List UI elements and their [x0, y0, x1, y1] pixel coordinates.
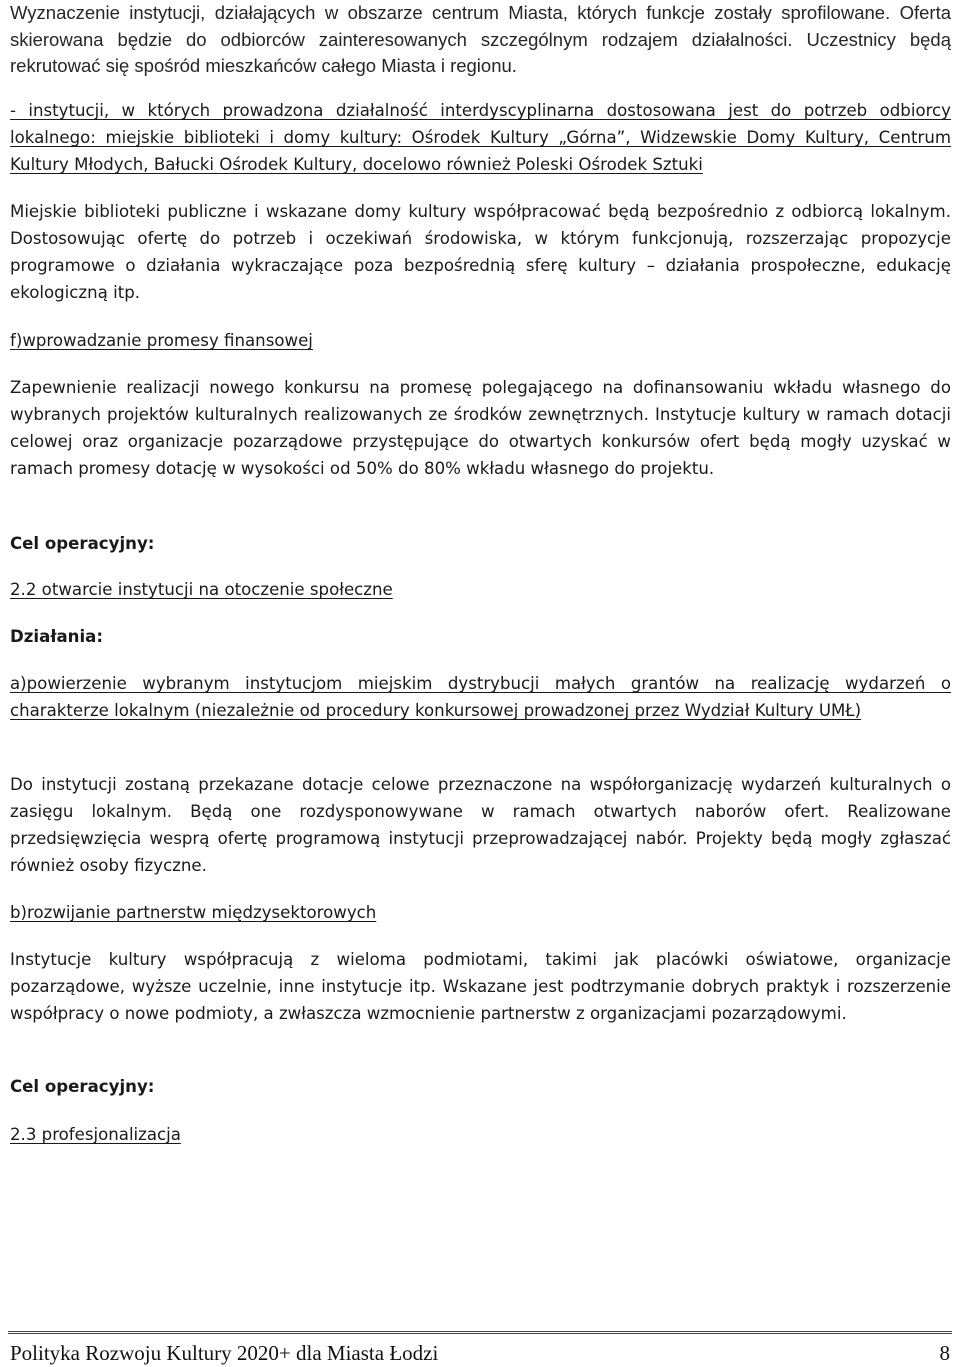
section-f-heading: f)wprowadzanie promesy finansowej — [10, 331, 313, 350]
action-b-paragraph: Instytucje kultury współpracują z wieloma podmiotami, takimi jak placówki oświatowe, organizacje pozarządowe, wyższe uczelnie, inne instytucje itp. Wskazane jest podtrzymanie dobrych praktyk i rozszerzenie współpracy o nowe podmioty, a zwłaszcza wzmocnienie partnerstw z organizacjami pozarządowymi. — [10, 950, 951, 1023]
footer-title: Polityka Rozwoju Kultury 2020+ dla Miasta Łodzi — [10, 1341, 439, 1365]
footer-divider — [8, 1331, 952, 1334]
libraries-paragraph: Miejskie biblioteki publiczne i wskazane domy kultury współpracować będą bezpośrednio z odbiorcą lokalnym. Dostosowując ofertę do potrzeb i oczekiwań środowiska, w którym funkcjonują, rozszerzając propozycje programowe o działania wykraczające poza bezpośrednią sferę kultury – działania prospołeczne, edukację ekologiczną itp. — [10, 202, 951, 302]
intro-paragraph: Wyznaczenie instytucji, działających w obszarze centrum Miasta, których funkcje zostały sprofilowane. Oferta skierowana będzie do odbiorców zainteresowanych szczególnym rodzajem działalności. Uczestnicy będą rekrutować się spośród mieszkańców całego Miasta i regionu. — [10, 2, 951, 76]
actions-label: Działania: — [10, 627, 104, 646]
action-a-paragraph: Do instytucji zostaną przekazane dotacje celowe przeznaczone na współorganizację wydarzeń kulturalnych o zasięgu lokalnym. Będą one rozdysponowywane w ramach otwartych naborów ofert. Realizowane przedsięwzięcia wesprą ofertę programową instytucji przeprowadzającej nabór. Projekty będą mogły zgłaszać również osoby fizyczne. — [10, 775, 951, 875]
action-a-heading: a)powierzenie wybranym instytucjom miejskim dystrybucji małych grantów na realizację wydarzeń o charakterze lokalnym (niezależnie od procedury konkursowej prowadzonej przez Wydział Kultury UMŁ) — [10, 674, 951, 720]
operational-goal-label-2: Cel operacyjny: — [10, 1077, 155, 1096]
operational-goal-label: Cel operacyjny: — [10, 534, 155, 553]
operational-goal-item-2: 2.3 profesjonalizacja — [10, 1125, 181, 1144]
operational-goal-item: 2.2 otwarcie instytucji na otoczenie społeczne — [10, 580, 393, 599]
interdisciplinary-institutions-paragraph: - instytucji, w których prowadzona działalność interdyscyplinarna dostosowana jest do potrzeb odbiorcy lokalnego: miejskie biblioteki i domy kultury: Ośrodek Kultury „Górna”, Widzewskie Domy Kultury, Centrum Kultury Młodych, Bałucki Ośrodek Kultury, docelowo również Poleski Ośrodek Sztuki — [10, 101, 951, 174]
action-b-heading: b)rozwijanie partnerstw międzysektorowych — [10, 903, 377, 922]
section-f-paragraph: Zapewnienie realizacji nowego konkursu na promesę polegającego na dofinansowaniu wkładu własnego do wybranych projektów kulturalnych realizowanych ze środków zewnętrznych. Instytucje kultury w ramach dotacji celowej oraz organizacje pozarządowe przystępujące do otwartych konkursów ofert będą mogły uzyskać w ramach promesy dotację w wysokości od 50% do 80% wkładu własnego do projektu. — [10, 378, 951, 478]
page-number: 8 — [939, 1341, 950, 1365]
